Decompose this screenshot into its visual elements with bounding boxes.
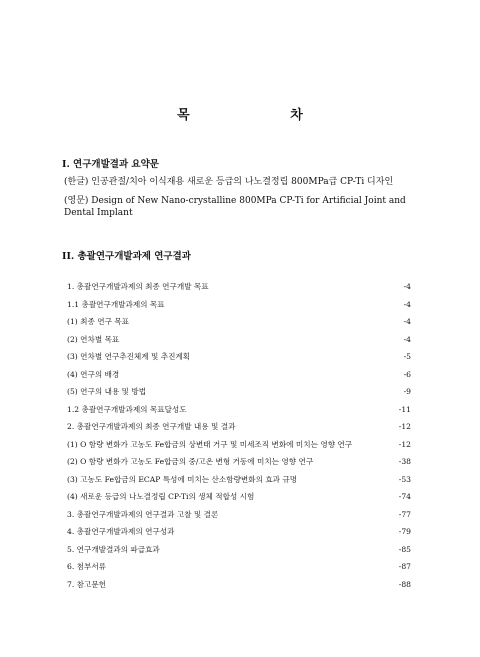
table-of-contents [67, 282, 411, 597]
section-2-heading: II. 총괄연구개발과제 연구결과 [62, 251, 191, 262]
toc-entry [67, 492, 411, 510]
toc-entry-label: (1) 최종 연구 목표 [67, 317, 130, 326]
toc-entry [67, 475, 411, 493]
toc-entry-page: -88 [398, 579, 411, 589]
toc-entry-page: -11 [398, 404, 411, 414]
toc-entry [67, 422, 411, 440]
toc-entry [67, 527, 411, 545]
toc-entry [67, 440, 411, 458]
toc-entry-label: (3) 연차별 연구추진체계 및 추진계획 [67, 352, 191, 361]
toc-entry-label: (1) O 함량 변화가 고농도 Fe합금의 상변태 거구 및 미세조직 변화에 미치는 영향 연구 [67, 439, 353, 449]
toc-entry [67, 580, 411, 598]
toc-entry-label: (3) 고농도 Fe합금의 ECAP 특성에 미치는 산소함량변화의 효과 규명 [67, 474, 298, 484]
toc-entry-page: -85 [398, 544, 411, 554]
toc-entry-page: -53 [398, 474, 411, 484]
toc-entry-page: -4 [403, 299, 411, 309]
english-summary-entry: (영문) Design of New Nano-crystalline 800MPa CP-Ti for Artificial Joint and Dental Implant [64, 196, 406, 218]
toc-entry-page: -38 [398, 457, 411, 466]
toc-entry [67, 300, 411, 318]
toc-entry [67, 545, 411, 563]
toc-entry [67, 562, 411, 580]
toc-entry-label: 3. 총괄연구개발과제의 연구결과 고찰 및 결론 [67, 509, 219, 519]
toc-entry [67, 457, 411, 475]
toc-entry-label: 1. 총괄연구개발과제의 최종 연구개발 목표 [67, 282, 209, 291]
toc-entry [67, 335, 411, 353]
toc-entry-label: 4. 총괄연구개발과제의 연구성과 [67, 527, 175, 536]
toc-entry-label: (4) 새로운 등급의 나노결정립 CP-Ti의 생체 적합성 시험 [67, 492, 255, 501]
toc-entry-page: -77 [398, 509, 411, 519]
toc-entry-label: 1.2 총괄연구개발과제의 목표달성도 [67, 404, 187, 414]
toc-entry [67, 510, 411, 528]
toc-entry-label: 7. 참고문헌 [67, 579, 107, 589]
toc-entry-label: 1.1 총괄연구개발과제의 목표 [67, 299, 165, 309]
toc-entry-page: -4 [403, 282, 411, 291]
toc-entry [67, 352, 411, 370]
toc-entry-label: (4) 연구의 배경 [67, 369, 120, 379]
toc-entry-page: -4 [403, 317, 411, 326]
page-title: 목 차 [177, 108, 351, 123]
toc-entry-label: (5) 연구의 내용 및 방법 [67, 387, 147, 396]
toc-entry [67, 317, 411, 335]
toc-entry-label: 5. 연구개발결과의 파급효과 [67, 544, 160, 554]
toc-entry-page: -6 [403, 369, 411, 379]
toc-entry-page: -12 [398, 439, 411, 449]
toc-entry-page: -79 [398, 527, 411, 536]
toc-entry-page: -4 [403, 334, 411, 344]
toc-entry-label: 2. 총괄연구개발과제의 최종 연구개발 내용 및 결과 [67, 422, 236, 431]
toc-entry [67, 405, 411, 423]
korean-summary-entry: (한글) 인공관절/치아 이식재용 새로운 등급의 나노결정립 800MPa급 CP-Ti 디자인 [64, 177, 394, 187]
toc-entry [67, 282, 411, 300]
toc-entry-page: -12 [398, 422, 411, 431]
toc-entry-label: 6. 첨부서류 [67, 562, 107, 571]
toc-entry-page: -9 [403, 387, 411, 396]
toc-entry [67, 387, 411, 405]
toc-entry-label: (2) 연차별 목표 [67, 334, 120, 344]
toc-entry-label: (2) O 함량 변화가 고농도 Fe합금의 중/고온 변형 거동에 미치는 영향 연구 [67, 457, 314, 466]
toc-entry [67, 370, 411, 388]
section-1-heading: I. 연구개발결과 요약문 [62, 159, 159, 170]
toc-entry-page: -5 [403, 352, 411, 361]
toc-entry-page: -87 [398, 562, 411, 571]
toc-entry-page: -74 [398, 492, 411, 501]
